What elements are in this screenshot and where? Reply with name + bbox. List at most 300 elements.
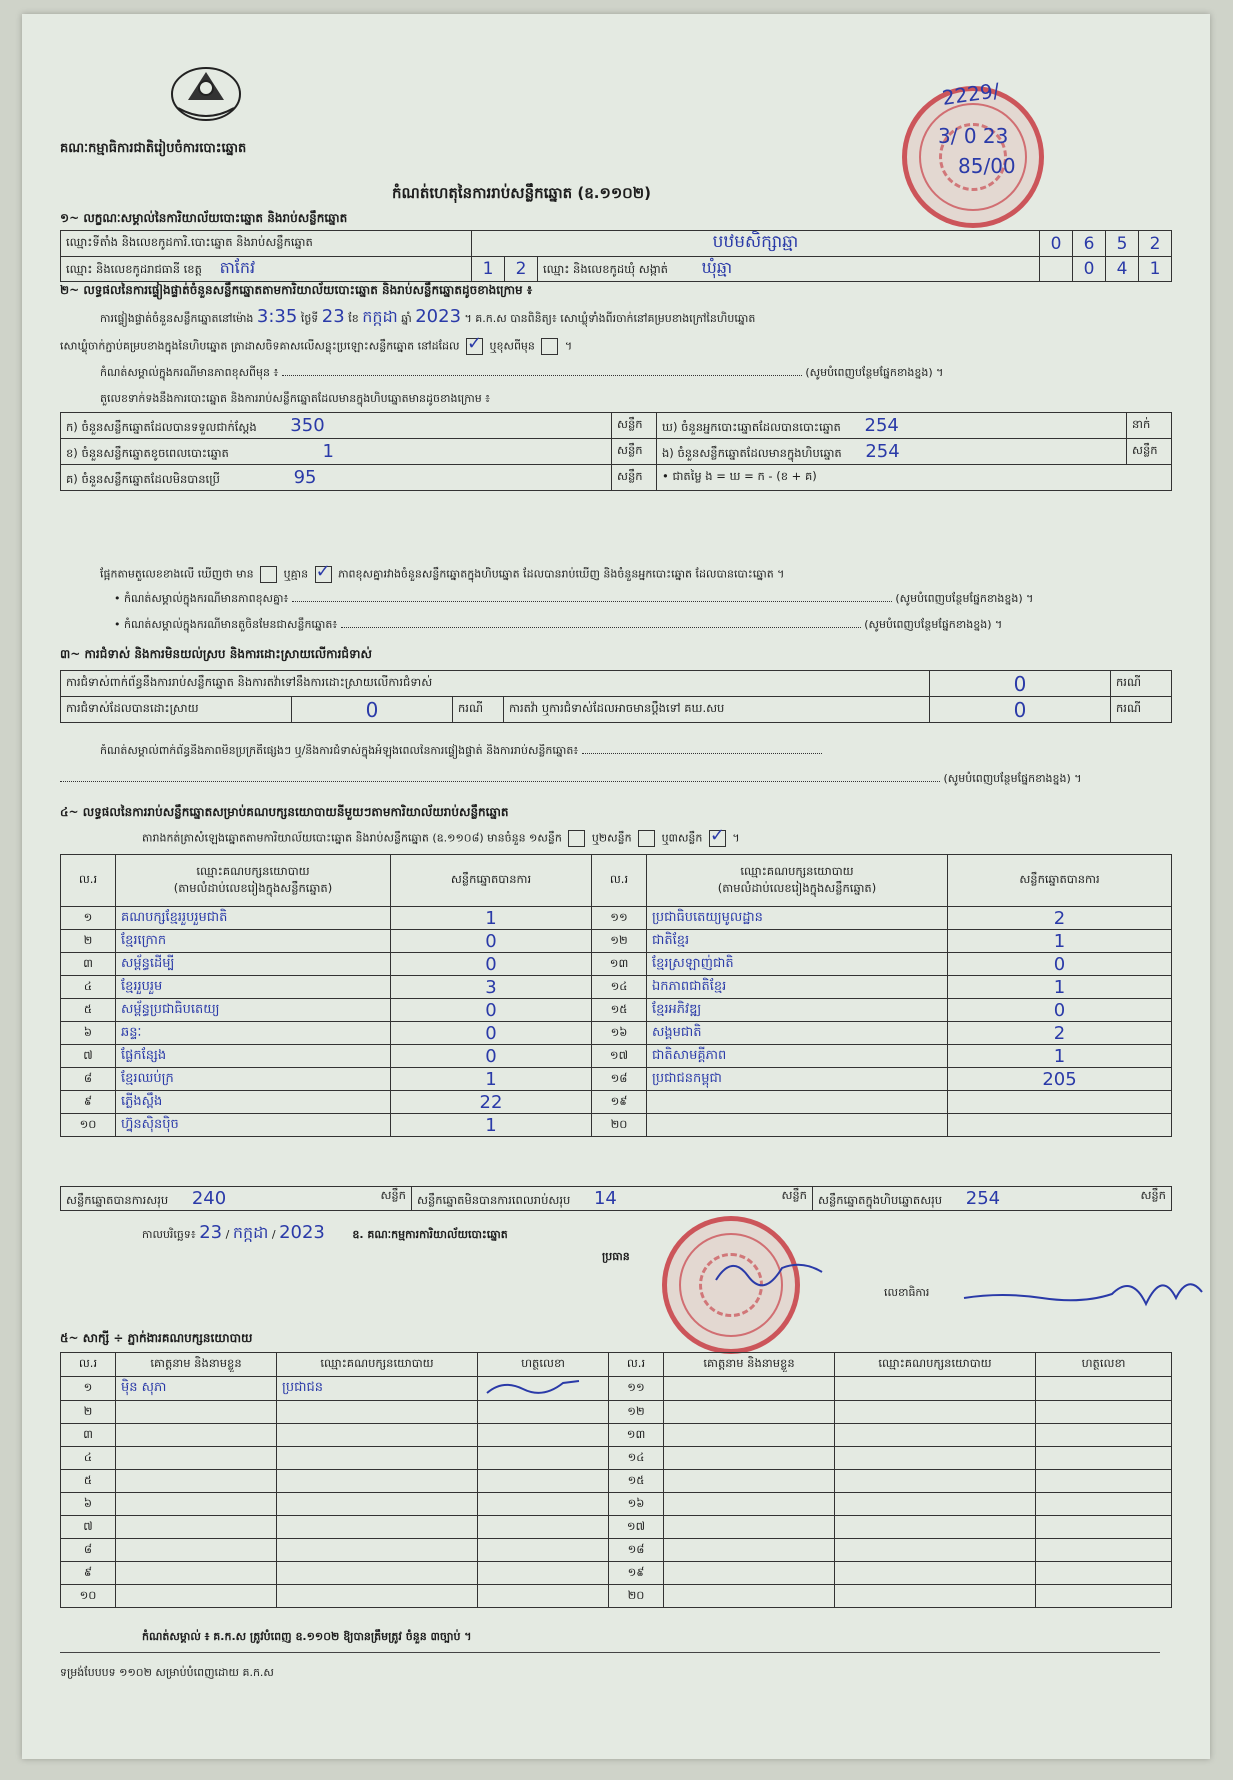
figure-ko-unit: សន្លឹក <box>612 465 657 491</box>
total-valid <box>61 1187 412 1211</box>
witness-name <box>116 1401 277 1424</box>
witness-name[interactable] <box>664 1585 835 1608</box>
verify-month-label: ខែ <box>348 312 359 325</box>
witness-name[interactable] <box>664 1401 835 1424</box>
results-votes: 0 <box>391 930 592 953</box>
witness-row <box>61 1424 1172 1447</box>
witness-name <box>116 1424 277 1447</box>
formula-text: ជាតម្លៃ ង = ឃ = ក - (ខ + គ) <box>672 469 817 483</box>
nec-emblem-icon <box>168 58 244 124</box>
no-discrepancy-checkbox[interactable] <box>315 566 332 583</box>
figure-kha-value: 1 <box>322 440 334 462</box>
secretary-signature <box>962 1264 1212 1324</box>
ballot-count-form <box>22 14 1210 1759</box>
witness-row <box>61 1401 1172 1424</box>
figure-gha <box>657 413 1127 439</box>
witness-no: ៣ <box>61 1424 116 1447</box>
results-col-party-left-2: (តាមលំដាប់លេខរៀងក្នុងសន្លឹកឆ្នោត) <box>173 880 333 895</box>
witness-signature[interactable] <box>1036 1562 1172 1585</box>
results-party: សង្គមជាតិ <box>647 1022 948 1045</box>
results-row <box>61 999 1172 1022</box>
section-1-title: ១~ លក្ខណៈសម្គាល់នៃការិយាល័យបោះឆ្នោត និងរាប់សន្លឹកឆ្នោត <box>60 211 348 225</box>
figure-ka-label: ក) ចំនួនសន្លឹកឆ្នោតដែលបានទទួលជាក់ស្តែង <box>66 419 257 434</box>
results-col-party-right-2: (តាមលំដាប់លេខរៀងក្នុងសន្លឹកឆ្នោត) <box>717 880 877 895</box>
witness-no: ១៩ <box>609 1562 664 1585</box>
figure-ka-value: 350 <box>290 414 325 436</box>
witness-party <box>277 1493 478 1516</box>
witness-party[interactable] <box>835 1470 1036 1493</box>
results-no: ១ <box>61 907 116 930</box>
results-no: ២០ <box>592 1114 647 1137</box>
witness-row <box>61 1447 1172 1470</box>
witness-name <box>116 1562 277 1585</box>
section-5-title: ៥~ សាក្សី ÷ ភ្នាក់ងារគណបក្សនយោបាយ <box>60 1331 253 1345</box>
total-invalid-unit: សន្លឹក <box>781 1187 807 1202</box>
figure-gha-label: ឃ) ចំនួនអ្នកបោះឆ្នោតដែលបានបោះឆ្នោត <box>662 419 841 434</box>
difference-note-field[interactable] <box>282 375 802 376</box>
figure-nga-unit: សន្លឹក <box>1127 439 1172 465</box>
witness-name <box>116 1585 277 1608</box>
witness-signature[interactable] <box>478 1401 609 1424</box>
witness-signature[interactable] <box>478 1447 609 1470</box>
total-invalid <box>412 1187 813 1211</box>
objection-label: ការជំទាស់ពាក់ព័ន្ធនឹងការរាប់សន្លឹកឆ្នោត និងការតវ៉ាទៅនឹងការដោះស្រាយលើការជំទាស់ <box>61 671 930 697</box>
results-row <box>61 1091 1172 1114</box>
results-no: ១២ <box>592 930 647 953</box>
commune-code-2: 4 <box>1106 257 1139 282</box>
results-no: ១៥ <box>592 999 647 1022</box>
location-label: ឈ្មោះទីតាំង និងលេខកូដការិ.បោះឆ្នោត និងរាប់សន្លឹកឆ្នោត <box>61 231 472 257</box>
results-party <box>647 1091 948 1114</box>
witness-party[interactable] <box>835 1401 1036 1424</box>
figure-gha-value: 254 <box>864 414 899 436</box>
witness-signature[interactable] <box>1036 1401 1172 1424</box>
verify-time: 3:35 <box>256 306 298 327</box>
witness-no: ១២ <box>609 1401 664 1424</box>
witness-col-party-left: ឈ្មោះគណបក្សនយោបាយ <box>277 1353 478 1377</box>
witness-signature[interactable] <box>478 1493 609 1516</box>
location-code-1: 0 <box>1040 231 1073 257</box>
bullet-1-line <box>114 592 1174 608</box>
total-box-value: 254 <box>965 1187 1001 1209</box>
witness-party <box>277 1424 478 1447</box>
figure-ka-unit: សន្លឹក <box>612 413 657 439</box>
figure-nga <box>657 439 1127 465</box>
results-row <box>61 1022 1172 1045</box>
results-row <box>61 1068 1172 1091</box>
date-year: 2023 <box>279 1222 325 1243</box>
objection-table <box>60 670 1172 723</box>
fill-more-1: (សូមបំពេញបន្ថែមផ្នែកខាងខ្នង) ។ <box>805 366 944 379</box>
witness-table <box>60 1352 1172 1608</box>
total-valid-label: សន្លឹកឆ្នោតបានការសរុប <box>66 1192 169 1207</box>
witness-no: ៨ <box>61 1539 116 1562</box>
verify-day-label: ថ្ងៃទី <box>300 312 319 325</box>
results-votes: 1 <box>948 976 1172 999</box>
resolved-unit: ករណី <box>453 697 504 723</box>
results-votes: 1 <box>948 1045 1172 1068</box>
witness-party[interactable] <box>835 1516 1036 1539</box>
witness-row <box>61 1585 1172 1608</box>
witness-signature-mark <box>483 1377 583 1397</box>
witness-no: ១១ <box>609 1377 664 1401</box>
witness-party[interactable] <box>835 1493 1036 1516</box>
results-votes: 0 <box>391 1045 592 1068</box>
results-party: ឯកភាពជាតិខ្មែរ <box>647 976 948 999</box>
verification-line-2: សោឃ្លុំចាក់ភ្ជាប់គម្របខាងក្នុងនៃហិបឆ្នោត ត្រាដាសចិទគាសលើសន្លុះប្រឡោះសន្លឹកឆ្នោត នៅដដែល ✓ ឬខុសពីមុន ។ <box>60 338 572 356</box>
secretary-label: លេខាធិការ <box>884 1286 930 1299</box>
results-no: ១៨ <box>592 1068 647 1091</box>
witness-row <box>61 1516 1172 1539</box>
difference-note-label: កំណត់សម្គាល់ក្នុងករណីមានភាពខុសពីមុន ៖ <box>100 366 279 379</box>
committee-label: ឧ. គណៈកម្មការការិយាល័យបោះឆ្នោត <box>352 1228 508 1241</box>
results-votes: 3 <box>391 976 592 999</box>
formula: • ជាតម្លៃ ង = ឃ = ក - (ខ + គ) <box>657 465 1172 491</box>
witness-signature[interactable] <box>1036 1585 1172 1608</box>
witness-name <box>116 1470 277 1493</box>
witness-name <box>116 1493 277 1516</box>
results-no: ១៣ <box>592 953 647 976</box>
witness-col-no-right: ល.រ <box>609 1353 664 1377</box>
discrepancy-text-c: ភាពខុសគ្នារវាងចំនួនសន្លឹកឆ្នោតក្នុងហិបឆ្នោត ដែលបានរាប់ឃើញ និងចំនួនអ្នកបោះឆ្នោត ដែលបានបោះឆ្នោត ។ <box>338 567 785 581</box>
witness-name[interactable] <box>664 1470 835 1493</box>
three-sheet-checkbox[interactable] <box>709 830 726 847</box>
stamp-note-3: 85/00 <box>958 154 1016 178</box>
witness-signature[interactable] <box>1036 1516 1172 1539</box>
commune-value: ឃុំឆ្មា <box>701 258 733 277</box>
witness-no: ១៦ <box>609 1493 664 1516</box>
results-no: ៥ <box>61 999 116 1022</box>
results-votes: 0 <box>391 1022 592 1045</box>
results-no: ៨ <box>61 1068 116 1091</box>
chair-signature <box>712 1250 832 1290</box>
province-label <box>61 257 472 282</box>
results-party: ផ្លែកន្សែង <box>116 1045 391 1068</box>
witness-no: ៩ <box>61 1562 116 1585</box>
results-votes <box>948 1114 1172 1137</box>
results-no: ៣ <box>61 953 116 976</box>
bullet-1-field[interactable] <box>292 601 892 602</box>
objection-unit: ករណី <box>1111 671 1172 697</box>
resolved-value: 0 <box>292 697 453 723</box>
verification-line-1 <box>100 306 1180 330</box>
org-name: គណៈកម្មាធិការជាតិរៀបចំការបោះឆ្នោត <box>60 141 247 156</box>
two-sheet-checkbox[interactable] <box>638 830 655 847</box>
results-party: ប្រជាធិបតេយ្យមូលដ្ឋាន <box>647 907 948 930</box>
commune-code-3: 1 <box>1139 257 1172 282</box>
irregularity-note-field[interactable] <box>582 753 822 754</box>
witness-signature[interactable] <box>1036 1539 1172 1562</box>
witness-no: ២ <box>61 1401 116 1424</box>
results-votes: 0 <box>948 953 1172 976</box>
bullet-2-label: • កំណត់សម្គាល់ក្នុងករណីមានតួចិនមែនជាសន្លឹកឆ្នោត៖ <box>114 618 338 631</box>
results-row <box>61 907 1172 930</box>
results-row <box>61 930 1172 953</box>
province-label-text: ឈ្មោះ និងលេខកូដរាជធានី ខេត្ត <box>66 262 202 276</box>
results-no: ៩ <box>61 1091 116 1114</box>
province-code-2: 2 <box>505 257 538 282</box>
appeal-value: 0 <box>930 697 1111 723</box>
results-party: ខ្មែររួបរួម <box>116 976 391 999</box>
results-party: ភ្លើងស្ពឹង <box>116 1091 391 1114</box>
witness-col-name-right: គោត្តនាម និងនាមខ្លួន <box>664 1353 835 1377</box>
witness-no: ៧ <box>61 1516 116 1539</box>
results-no: ២ <box>61 930 116 953</box>
results-party: គណបក្សខ្មែររួបរួមជាតិ <box>116 907 391 930</box>
results-party: សម្ព័ន្ធប្រជាធិបតេយ្យ <box>116 999 391 1022</box>
results-party: ជាតិសាមគ្គីភាព <box>647 1045 948 1068</box>
irregularity-note-label: កំណត់សម្គាល់ពាក់ព័ន្ធនឹងភាពមិនប្រក្រតីផ្សេងៗ ឬ/និងការជំទាស់ក្នុងអំឡុងពេលនៃការផ្ទៀងផ្ទាត់ និងការរាប់សន្លឹកឆ្នោត៖ <box>100 744 579 757</box>
fill-more-4: (សូមបំពេញបន្ថែមផ្នែកខាងខ្នង) ។ <box>943 772 1082 785</box>
one-sheet-checkbox[interactable] <box>568 830 585 847</box>
results-row <box>61 1114 1172 1137</box>
figure-nga-value: 254 <box>865 440 900 462</box>
results-col-party-right <box>647 855 948 907</box>
two-sheet-label: ឬ២សន្លឹក <box>591 831 632 845</box>
figures-table <box>60 412 1172 491</box>
figure-nga-label: ង) ចំនួនសន្លឹកឆ្នោតដែលមានក្នុងហិបឆ្នោត <box>662 445 842 460</box>
figure-kha <box>61 439 612 465</box>
footnote: កំណត់សម្គាល់ ៖ គ.ក.ស ត្រូវបំពេញ ឧ.១១០២ ឱ្យបានត្រឹមត្រូវ ចំនួន ៣ច្បាប់ ។ <box>142 1630 472 1643</box>
witness-col-sign-left: ហត្ថលេខា <box>478 1353 609 1377</box>
figure-ka <box>61 413 612 439</box>
figures-intro: តួលេខទាក់ទងនឹងការបោះឆ្នោត និងការរាប់សន្លឹកឆ្នោតដែលមានក្នុងហិបឆ្នោតមានដូចខាងក្រោម ៖ <box>100 392 491 405</box>
results-party: ខ្មែរឈប់ក្រ <box>116 1068 391 1091</box>
different-label: ឬខុសពីមុន <box>489 339 535 353</box>
results-votes: 22 <box>391 1091 592 1114</box>
witness-name[interactable] <box>664 1516 835 1539</box>
appeal-unit: ករណី <box>1111 697 1172 723</box>
total-box-unit: សន្លឹក <box>1140 1187 1166 1202</box>
witness-no: ១៤ <box>609 1447 664 1470</box>
results-table <box>60 854 1172 1137</box>
location-code-3: 5 <box>1106 231 1139 257</box>
figure-ko-value: 95 <box>293 466 317 488</box>
witness-signature[interactable] <box>1036 1493 1172 1516</box>
witness-signature[interactable] <box>1036 1470 1172 1493</box>
results-votes <box>948 1091 1172 1114</box>
verify-time-label: ការផ្ទៀងផ្ទាត់ចំនួនសន្លឹកឆ្នោតនៅម៉ោង <box>100 312 254 325</box>
results-row <box>61 976 1172 999</box>
witness-signature[interactable] <box>1036 1377 1172 1401</box>
total-box <box>813 1187 1172 1211</box>
stamp-note-1: 2229/ <box>940 78 1002 110</box>
commune-label: ឈ្មោះ និងលេខកូដឃុំ សង្កាត់ <box>543 262 668 276</box>
results-votes: 1 <box>391 1114 592 1137</box>
three-sheet-label: ឬ៣សន្លឹក <box>661 831 703 845</box>
form-footer: ទម្រង់បែបបទ ១១០២ សម្រាប់បំពេញដោយ គ.ក.ស <box>60 1666 274 1679</box>
has-discrepancy-checkbox[interactable] <box>260 566 277 583</box>
results-party: ខ្មែរក្រោក <box>116 930 391 953</box>
witness-no: ១៥ <box>609 1470 664 1493</box>
witness-signature[interactable] <box>1036 1447 1172 1470</box>
verify-year-label: ឆ្នាំ <box>401 312 412 325</box>
stamp-note-2: 3/ 0 23 <box>938 124 1009 148</box>
witness-name[interactable] <box>664 1493 835 1516</box>
results-col-no-right: ល.រ <box>592 855 647 907</box>
total-box-label: សន្លឹកឆ្នោតក្នុងហិបឆ្នោតសរុប <box>818 1192 943 1207</box>
witness-name[interactable] <box>664 1562 835 1585</box>
results-col-party-left-1: ឈ្មោះគណបក្សនយោបាយ <box>196 863 310 878</box>
date-line: កាលបរិច្ឆេទ៖ 23 / កក្កដា / 2023 ឧ. គណៈកម្មការការិយាល័យបោះឆ្នោត <box>142 1222 508 1243</box>
tally-sheet-text: តារាងកត់ត្រាសំឡេងឆ្នោតតាមការិយាល័យបោះឆ្នោត និងរាប់សន្លឹកឆ្នោត (ឧ.១១០៨) មានចំនួន ១សន្លឹក <box>142 831 562 845</box>
witness-party <box>277 1401 478 1424</box>
witness-no: ១៣ <box>609 1424 664 1447</box>
irregularity-note-field-2[interactable] <box>60 781 940 782</box>
figure-gha-unit: នាក់ <box>1127 413 1172 439</box>
witness-name <box>116 1539 277 1562</box>
discrepancy-text-a: ផ្អែកតាមតួលេខខាងលើ ឃើញថា មាន <box>100 567 254 581</box>
results-votes: 1 <box>948 930 1172 953</box>
witness-party[interactable] <box>835 1447 1036 1470</box>
witness-col-name-left: គោត្តនាម និងនាមខ្លួន <box>116 1353 277 1377</box>
results-party: ខ្មែរស្រឡាញ់ជាតិ <box>647 953 948 976</box>
bullet-2-field[interactable] <box>341 627 861 628</box>
witness-no: ១០ <box>61 1585 116 1608</box>
results-votes: 2 <box>948 1022 1172 1045</box>
figure-ko-label: គ) ចំនួនសន្លឹកឆ្នោតដែលមិនបានប្រើ <box>66 471 220 486</box>
same-checkbox[interactable] <box>466 338 483 355</box>
witness-signature[interactable] <box>478 1539 609 1562</box>
province-value: តាកែវ <box>219 258 256 277</box>
witness-name[interactable] <box>664 1377 835 1401</box>
results-votes: 0 <box>948 999 1172 1022</box>
verify-check-text: ។ គ.ក.ស បានពិនិត្យ៖ សោឃ្លុំទាំងពីរចាក់នៅគម្របខាងក្រៅនៃហិបឆ្នោត <box>464 312 756 325</box>
witness-col-sign-right: ហត្ថលេខា <box>1036 1353 1172 1377</box>
witness-party[interactable] <box>835 1424 1036 1447</box>
different-checkbox[interactable] <box>541 338 558 355</box>
section-3-title: ៣~ ការជំទាស់ និងការមិនយល់ស្រប និងការដោះស្រាយលើការជំទាស់ <box>60 647 372 661</box>
witness-signature[interactable] <box>478 1470 609 1493</box>
witness-party <box>277 1539 478 1562</box>
results-no: ៤ <box>61 976 116 999</box>
witness-no: ១ <box>61 1377 116 1401</box>
total-invalid-label: សន្លឹកឆ្នោតមិនបានការពេលរាប់សរុប <box>417 1192 571 1207</box>
witness-col-party-right: ឈ្មោះគណបក្សនយោបាយ <box>835 1353 1036 1377</box>
commune-code-1: 0 <box>1073 257 1106 282</box>
results-party: ឆន្ទៈ <box>116 1022 391 1045</box>
results-party: សម្ព័ន្ធដើម្បី <box>116 953 391 976</box>
results-no: ១៩ <box>592 1091 647 1114</box>
date-month: កក្កដា <box>232 1223 269 1242</box>
witness-signature[interactable] <box>478 1424 609 1447</box>
commune-cell <box>538 257 1040 282</box>
witness-name[interactable] <box>664 1539 835 1562</box>
witness-party <box>277 1585 478 1608</box>
witness-party: ប្រជាជន <box>277 1377 478 1401</box>
total-invalid-value: 14 <box>593 1187 617 1209</box>
figure-kha-unit: សន្លឹក <box>612 439 657 465</box>
results-votes: 205 <box>948 1068 1172 1091</box>
witness-name[interactable] <box>664 1447 835 1470</box>
appeal-label: ការតវ៉ា ឬការជំទាស់ដែលអាចមានប្តឹងទៅ គឃ.សប <box>504 697 930 723</box>
witness-col-no-left: ល.រ <box>61 1353 116 1377</box>
witness-party <box>277 1470 478 1493</box>
witness-party[interactable] <box>835 1377 1036 1401</box>
objection-value: 0 <box>930 671 1111 697</box>
witness-signature[interactable] <box>478 1377 609 1401</box>
results-votes: 0 <box>391 953 592 976</box>
witness-party[interactable] <box>835 1585 1036 1608</box>
witness-no: ៤ <box>61 1447 116 1470</box>
results-no: ១៧ <box>592 1045 647 1068</box>
bullet-2-line <box>114 618 1174 634</box>
witness-signature[interactable] <box>478 1516 609 1539</box>
results-no: ៦ <box>61 1022 116 1045</box>
results-row <box>61 1045 1172 1068</box>
figure-kha-label: ខ) ចំនួនសន្លឹកឆ្នោតខូចពេលបោះឆ្នោត <box>66 445 229 460</box>
witness-row <box>61 1470 1172 1493</box>
resolved-label: ការជំទាស់ដែលបានដោះស្រាយ <box>61 697 292 723</box>
witness-name[interactable] <box>664 1424 835 1447</box>
results-row <box>61 953 1172 976</box>
witness-name <box>116 1447 277 1470</box>
witness-party <box>277 1516 478 1539</box>
results-party: ហ្វ៊ុនស៊ិនប៉ិច <box>116 1114 391 1137</box>
figure-ko <box>61 465 612 491</box>
witness-row <box>61 1493 1172 1516</box>
witness-no: ១៨ <box>609 1539 664 1562</box>
witness-no: ២០ <box>609 1585 664 1608</box>
witness-party[interactable] <box>835 1539 1036 1562</box>
seal-check-text: សោឃ្លុំចាក់ភ្ជាប់គម្របខាងក្នុងនៃហិបឆ្នោត ត្រាដាសចិទគាសលើសន្លុះប្រឡោះសន្លឹកឆ្នោត នៅដដែល <box>60 339 460 353</box>
fill-more-2: (សូមបំពេញបន្ថែមផ្នែកខាងខ្នង) ។ <box>895 592 1034 605</box>
results-party: ជាតិខ្មែរ <box>647 930 948 953</box>
discrepancy-line <box>100 566 784 584</box>
results-col-votes-right: សន្លឹកឆ្នោតបានការ <box>948 855 1172 907</box>
location-code-2: 6 <box>1073 231 1106 257</box>
tally-sheet-line: តារាងកត់ត្រាសំឡេងឆ្នោតតាមការិយាល័យបោះឆ្នោត និងរាប់សន្លឹកឆ្នោត (ឧ.១១០៨) មានចំនួន ១សន្លឹក ឬ២សន្លឹក ឬ៣សន្លឹក ✓ ។ <box>142 830 740 848</box>
form-title: កំណត់ហេតុនៃការរាប់សន្លឹកឆ្នោត (ឧ.១១០២) <box>392 184 652 202</box>
results-no: ១៤ <box>592 976 647 999</box>
witness-signature[interactable] <box>478 1585 609 1608</box>
difference-note-line <box>100 366 1180 382</box>
results-no: ១៦ <box>592 1022 647 1045</box>
verify-month: កក្កដា <box>362 307 398 326</box>
section-2-title: ២~ លទ្ធផលនៃការផ្ទៀងផ្ទាត់ចំនួនសន្លឹកឆ្នោតតាមការិយាល័យបោះឆ្នោត និងរាប់សន្លឹកឆ្នោតដូចខាងក្រោម ៖ <box>60 283 533 297</box>
witness-signature[interactable] <box>1036 1424 1172 1447</box>
witness-no: ៥ <box>61 1470 116 1493</box>
verify-year: 2023 <box>415 306 462 327</box>
results-no: ១០ <box>61 1114 116 1137</box>
results-col-party-left <box>116 855 391 907</box>
witness-no: ៦ <box>61 1493 116 1516</box>
date-day: 23 <box>199 1222 223 1243</box>
witness-signature[interactable] <box>478 1562 609 1585</box>
section-1-table <box>60 230 1172 282</box>
date-label: កាលបរិច្ឆេទ៖ <box>142 1228 196 1241</box>
results-votes: 1 <box>391 1068 592 1091</box>
total-valid-unit: សន្លឹក <box>380 1187 406 1202</box>
witness-row <box>61 1562 1172 1585</box>
witness-party[interactable] <box>835 1562 1036 1585</box>
results-party: ខ្មែរអភិវឌ្ឍ <box>647 999 948 1022</box>
location-code-4: 2 <box>1139 231 1172 257</box>
footer-rule <box>60 1652 1160 1653</box>
results-votes: 0 <box>391 999 592 1022</box>
totals-table <box>60 1186 1172 1211</box>
bullet-1-label: • កំណត់សម្គាល់ក្នុងករណីមានភាពខុសគ្នា៖ <box>114 592 289 605</box>
witness-row <box>61 1539 1172 1562</box>
irregularity-note <box>100 744 1174 760</box>
witness-name <box>116 1516 277 1539</box>
witness-party <box>277 1562 478 1585</box>
witness-party <box>277 1447 478 1470</box>
results-col-party-right-1: ឈ្មោះគណបក្សនយោបាយ <box>740 863 854 878</box>
results-votes: 2 <box>948 907 1172 930</box>
witness-name: ម៉ិន សុភា <box>116 1377 277 1401</box>
results-col-no-left: ល.រ <box>61 855 116 907</box>
